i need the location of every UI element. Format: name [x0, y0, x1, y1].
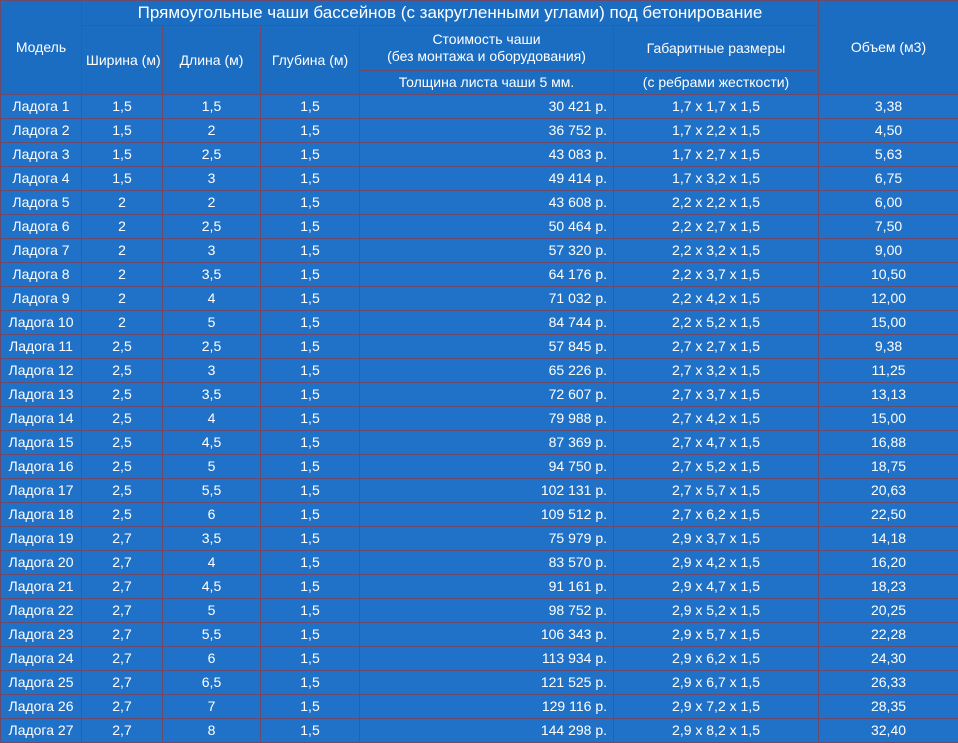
depth-cell: 1,5: [261, 527, 360, 551]
model-cell: Ладога 15: [1, 431, 82, 455]
length-cell: 5,5: [163, 623, 261, 647]
length-cell: 6: [163, 503, 261, 527]
volume-cell: 22,50: [819, 503, 958, 527]
volume-cell: 26,33: [819, 671, 958, 695]
cost-cell: 109 512 р.: [360, 503, 614, 527]
depth-cell: 1,5: [261, 287, 360, 311]
depth-cell: 1,5: [261, 311, 360, 335]
depth-cell: 1,5: [261, 719, 360, 743]
cost-cell: 72 607 р.: [360, 383, 614, 407]
length-cell: 3,5: [163, 527, 261, 551]
dims-cell: 2,9 x 7,2 x 1,5: [614, 695, 819, 719]
dims-cell: 2,9 x 5,2 x 1,5: [614, 599, 819, 623]
cost-cell: 144 298 р.: [360, 719, 614, 743]
volume-cell: 28,35: [819, 695, 958, 719]
dims-cell: 2,9 x 4,2 x 1,5: [614, 551, 819, 575]
model-cell: Ладога 19: [1, 527, 82, 551]
header-dims: Габаритные размеры: [614, 26, 819, 71]
length-cell: 1,5: [163, 95, 261, 119]
cost-cell: 57 320 р.: [360, 239, 614, 263]
dims-cell: 2,7 x 5,2 x 1,5: [614, 455, 819, 479]
dims-cell: 2,2 x 2,7 x 1,5: [614, 215, 819, 239]
model-cell: Ладога 13: [1, 383, 82, 407]
volume-cell: 13,13: [819, 383, 958, 407]
volume-cell: 10,50: [819, 263, 958, 287]
depth-cell: 1,5: [261, 551, 360, 575]
width-cell: 2,7: [82, 695, 163, 719]
table-row: [1, 263, 958, 287]
length-cell: 2,5: [163, 215, 261, 239]
length-cell: 3,5: [163, 383, 261, 407]
dims-cell: 2,2 x 5,2 x 1,5: [614, 311, 819, 335]
model-cell: Ладога 12: [1, 359, 82, 383]
header-cost-line2: (без монтажа и оборудования): [364, 48, 609, 65]
cost-cell: 57 845 р.: [360, 335, 614, 359]
width-cell: 2,5: [82, 455, 163, 479]
depth-cell: 1,5: [261, 599, 360, 623]
cost-cell: 36 752 р.: [360, 119, 614, 143]
depth-cell: 1,5: [261, 407, 360, 431]
length-cell: 2,5: [163, 335, 261, 359]
model-cell: Ладога 7: [1, 239, 82, 263]
width-cell: 2,7: [82, 575, 163, 599]
volume-cell: 14,18: [819, 527, 958, 551]
length-cell: 3: [163, 359, 261, 383]
width-cell: 2: [82, 287, 163, 311]
width-cell: 2,5: [82, 383, 163, 407]
cost-cell: 87 369 р.: [360, 431, 614, 455]
table-row: [1, 695, 958, 719]
cost-cell: 75 979 р.: [360, 527, 614, 551]
dims-cell: 2,7 x 4,2 x 1,5: [614, 407, 819, 431]
width-cell: 2,5: [82, 503, 163, 527]
table-row: [1, 311, 958, 335]
width-cell: 2,7: [82, 599, 163, 623]
table-row: [1, 95, 958, 119]
depth-cell: 1,5: [261, 143, 360, 167]
dims-cell: 2,7 x 5,7 x 1,5: [614, 479, 819, 503]
length-cell: 3: [163, 167, 261, 191]
cost-cell: 94 750 р.: [360, 455, 614, 479]
model-cell: Ладога 21: [1, 575, 82, 599]
table-header: [1, 1, 958, 95]
model-cell: Ладога 24: [1, 647, 82, 671]
depth-cell: 1,5: [261, 359, 360, 383]
cost-cell: 121 525 р.: [360, 671, 614, 695]
cost-cell: 43 608 р.: [360, 191, 614, 215]
model-cell: Ладога 14: [1, 407, 82, 431]
depth-cell: 1,5: [261, 191, 360, 215]
depth-cell: 1,5: [261, 647, 360, 671]
depth-cell: 1,5: [261, 95, 360, 119]
cost-cell: 50 464 р.: [360, 215, 614, 239]
header-dims-sub: (с ребрами жесткости): [614, 71, 819, 95]
model-cell: Ладога 22: [1, 599, 82, 623]
table-row: [1, 575, 958, 599]
model-cell: Ладога 6: [1, 215, 82, 239]
table-row: [1, 239, 958, 263]
table-row: [1, 407, 958, 431]
cost-cell: 71 032 р.: [360, 287, 614, 311]
volume-cell: 6,75: [819, 167, 958, 191]
width-cell: 2,7: [82, 551, 163, 575]
depth-cell: 1,5: [261, 455, 360, 479]
cost-cell: 113 934 р.: [360, 647, 614, 671]
volume-cell: 24,30: [819, 647, 958, 671]
width-cell: 2,7: [82, 647, 163, 671]
depth-cell: 1,5: [261, 167, 360, 191]
model-cell: Ладога 11: [1, 335, 82, 359]
table-row: [1, 431, 958, 455]
table-row: [1, 143, 958, 167]
header-cost-line1: Стоимость чаши: [364, 31, 609, 48]
volume-cell: 11,25: [819, 359, 958, 383]
cost-cell: 49 414 р.: [360, 167, 614, 191]
cost-cell: 91 161 р.: [360, 575, 614, 599]
depth-cell: 1,5: [261, 239, 360, 263]
table-row: [1, 479, 958, 503]
depth-cell: 1,5: [261, 119, 360, 143]
length-cell: 8: [163, 719, 261, 743]
width-cell: 2: [82, 263, 163, 287]
table-row: [1, 191, 958, 215]
volume-cell: 3,38: [819, 95, 958, 119]
length-cell: 6: [163, 647, 261, 671]
volume-cell: 22,28: [819, 623, 958, 647]
length-cell: 5,5: [163, 479, 261, 503]
cost-cell: 129 116 р.: [360, 695, 614, 719]
volume-cell: 20,25: [819, 599, 958, 623]
width-cell: 1,5: [82, 119, 163, 143]
model-cell: Ладога 8: [1, 263, 82, 287]
width-cell: 2: [82, 311, 163, 335]
length-cell: 3: [163, 239, 261, 263]
length-cell: 4,5: [163, 575, 261, 599]
width-cell: 2,7: [82, 671, 163, 695]
length-cell: 2: [163, 191, 261, 215]
model-cell: Ладога 1: [1, 95, 82, 119]
length-cell: 7: [163, 695, 261, 719]
cost-cell: 83 570 р.: [360, 551, 614, 575]
dims-cell: 2,9 x 6,7 x 1,5: [614, 671, 819, 695]
table-body: [1, 95, 958, 743]
width-cell: 2: [82, 191, 163, 215]
dims-cell: 2,7 x 4,7 x 1,5: [614, 431, 819, 455]
width-cell: 2,5: [82, 479, 163, 503]
model-cell: Ладога 27: [1, 719, 82, 743]
volume-cell: 12,00: [819, 287, 958, 311]
model-cell: Ладога 16: [1, 455, 82, 479]
depth-cell: 1,5: [261, 503, 360, 527]
table-row: [1, 671, 958, 695]
depth-cell: 1,5: [261, 263, 360, 287]
dims-cell: 2,2 x 3,7 x 1,5: [614, 263, 819, 287]
table-title: Прямоугольные чаши бассейнов (с закругленными углами) под бетонирование: [82, 1, 819, 26]
width-cell: 1,5: [82, 167, 163, 191]
cost-cell: 64 176 р.: [360, 263, 614, 287]
length-cell: 2,5: [163, 143, 261, 167]
dims-cell: 1,7 x 2,2 x 1,5: [614, 119, 819, 143]
dims-cell: 2,7 x 6,2 x 1,5: [614, 503, 819, 527]
width-cell: 2,7: [82, 527, 163, 551]
table-row: [1, 119, 958, 143]
volume-cell: 18,23: [819, 575, 958, 599]
model-cell: Ладога 3: [1, 143, 82, 167]
length-cell: 3,5: [163, 263, 261, 287]
cost-cell: 84 744 р.: [360, 311, 614, 335]
volume-cell: 20,63: [819, 479, 958, 503]
table-row: [1, 527, 958, 551]
width-cell: 2,5: [82, 431, 163, 455]
volume-cell: 7,50: [819, 215, 958, 239]
header-volume: Объем (м3): [819, 1, 958, 95]
table-row: [1, 359, 958, 383]
table-row: [1, 623, 958, 647]
width-cell: 2,5: [82, 335, 163, 359]
dims-cell: 2,9 x 5,7 x 1,5: [614, 623, 819, 647]
width-cell: 2,5: [82, 359, 163, 383]
table-row: [1, 647, 958, 671]
dims-cell: 2,7 x 3,2 x 1,5: [614, 359, 819, 383]
depth-cell: 1,5: [261, 479, 360, 503]
volume-cell: 16,88: [819, 431, 958, 455]
dims-cell: 2,9 x 4,7 x 1,5: [614, 575, 819, 599]
model-cell: Ладога 23: [1, 623, 82, 647]
volume-cell: 32,40: [819, 719, 958, 743]
dims-cell: 2,9 x 3,7 x 1,5: [614, 527, 819, 551]
width-cell: 1,5: [82, 95, 163, 119]
depth-cell: 1,5: [261, 623, 360, 647]
dims-cell: 2,2 x 2,2 x 1,5: [614, 191, 819, 215]
model-cell: Ладога 18: [1, 503, 82, 527]
model-cell: Ладога 4: [1, 167, 82, 191]
depth-cell: 1,5: [261, 575, 360, 599]
length-cell: 4,5: [163, 431, 261, 455]
depth-cell: 1,5: [261, 431, 360, 455]
depth-cell: 1,5: [261, 215, 360, 239]
cost-cell: 43 083 р.: [360, 143, 614, 167]
width-cell: 2: [82, 239, 163, 263]
model-cell: Ладога 20: [1, 551, 82, 575]
table-row: [1, 167, 958, 191]
cost-cell: 98 752 р.: [360, 599, 614, 623]
length-cell: 5: [163, 311, 261, 335]
volume-cell: 15,00: [819, 311, 958, 335]
length-cell: 5: [163, 455, 261, 479]
depth-cell: 1,5: [261, 695, 360, 719]
dims-cell: 1,7 x 3,2 x 1,5: [614, 167, 819, 191]
length-cell: 2: [163, 119, 261, 143]
dims-cell: 2,7 x 2,7 x 1,5: [614, 335, 819, 359]
length-cell: 4: [163, 407, 261, 431]
volume-cell: 4,50: [819, 119, 958, 143]
table-row: [1, 215, 958, 239]
table-row: [1, 287, 958, 311]
volume-cell: 5,63: [819, 143, 958, 167]
dims-cell: 2,9 x 6,2 x 1,5: [614, 647, 819, 671]
header-width: Ширина (м): [82, 26, 163, 95]
dims-cell: 2,7 x 3,7 x 1,5: [614, 383, 819, 407]
volume-cell: 9,38: [819, 335, 958, 359]
depth-cell: 1,5: [261, 671, 360, 695]
dims-cell: 2,2 x 4,2 x 1,5: [614, 287, 819, 311]
dims-cell: 1,7 x 2,7 x 1,5: [614, 143, 819, 167]
cost-cell: 106 343 р.: [360, 623, 614, 647]
width-cell: 1,5: [82, 143, 163, 167]
length-cell: 4: [163, 551, 261, 575]
volume-cell: 18,75: [819, 455, 958, 479]
table-row: [1, 599, 958, 623]
dims-cell: 2,9 x 8,2 x 1,5: [614, 719, 819, 743]
header-model: Модель: [1, 1, 82, 95]
model-cell: Ладога 9: [1, 287, 82, 311]
cost-cell: 102 131 р.: [360, 479, 614, 503]
length-cell: 6,5: [163, 671, 261, 695]
cost-cell: 79 988 р.: [360, 407, 614, 431]
model-cell: Ладога 5: [1, 191, 82, 215]
model-cell: Ладога 17: [1, 479, 82, 503]
table-row: [1, 503, 958, 527]
width-cell: 2: [82, 215, 163, 239]
table-row: [1, 455, 958, 479]
length-cell: 4: [163, 287, 261, 311]
depth-cell: 1,5: [261, 383, 360, 407]
table-row: [1, 383, 958, 407]
depth-cell: 1,5: [261, 335, 360, 359]
model-cell: Ладога 25: [1, 671, 82, 695]
cost-cell: 65 226 р.: [360, 359, 614, 383]
width-cell: 2,7: [82, 623, 163, 647]
table-row: [1, 551, 958, 575]
length-cell: 5: [163, 599, 261, 623]
dims-cell: 2,2 x 3,2 x 1,5: [614, 239, 819, 263]
table-row: [1, 335, 958, 359]
header-cost: [360, 26, 614, 71]
model-cell: Ладога 26: [1, 695, 82, 719]
volume-cell: 6,00: [819, 191, 958, 215]
volume-cell: 15,00: [819, 407, 958, 431]
model-cell: Ладога 10: [1, 311, 82, 335]
header-cost-sub: Толщина листа чаши 5 мм.: [360, 71, 614, 95]
volume-cell: 9,00: [819, 239, 958, 263]
header-depth: Глубина (м): [261, 26, 360, 95]
width-cell: 2,5: [82, 407, 163, 431]
volume-cell: 16,20: [819, 551, 958, 575]
header-length: Длина (м): [163, 26, 261, 95]
width-cell: 2,7: [82, 719, 163, 743]
dims-cell: 1,7 x 1,7 x 1,5: [614, 95, 819, 119]
model-cell: Ладога 2: [1, 119, 82, 143]
cost-cell: 30 421 р.: [360, 95, 614, 119]
